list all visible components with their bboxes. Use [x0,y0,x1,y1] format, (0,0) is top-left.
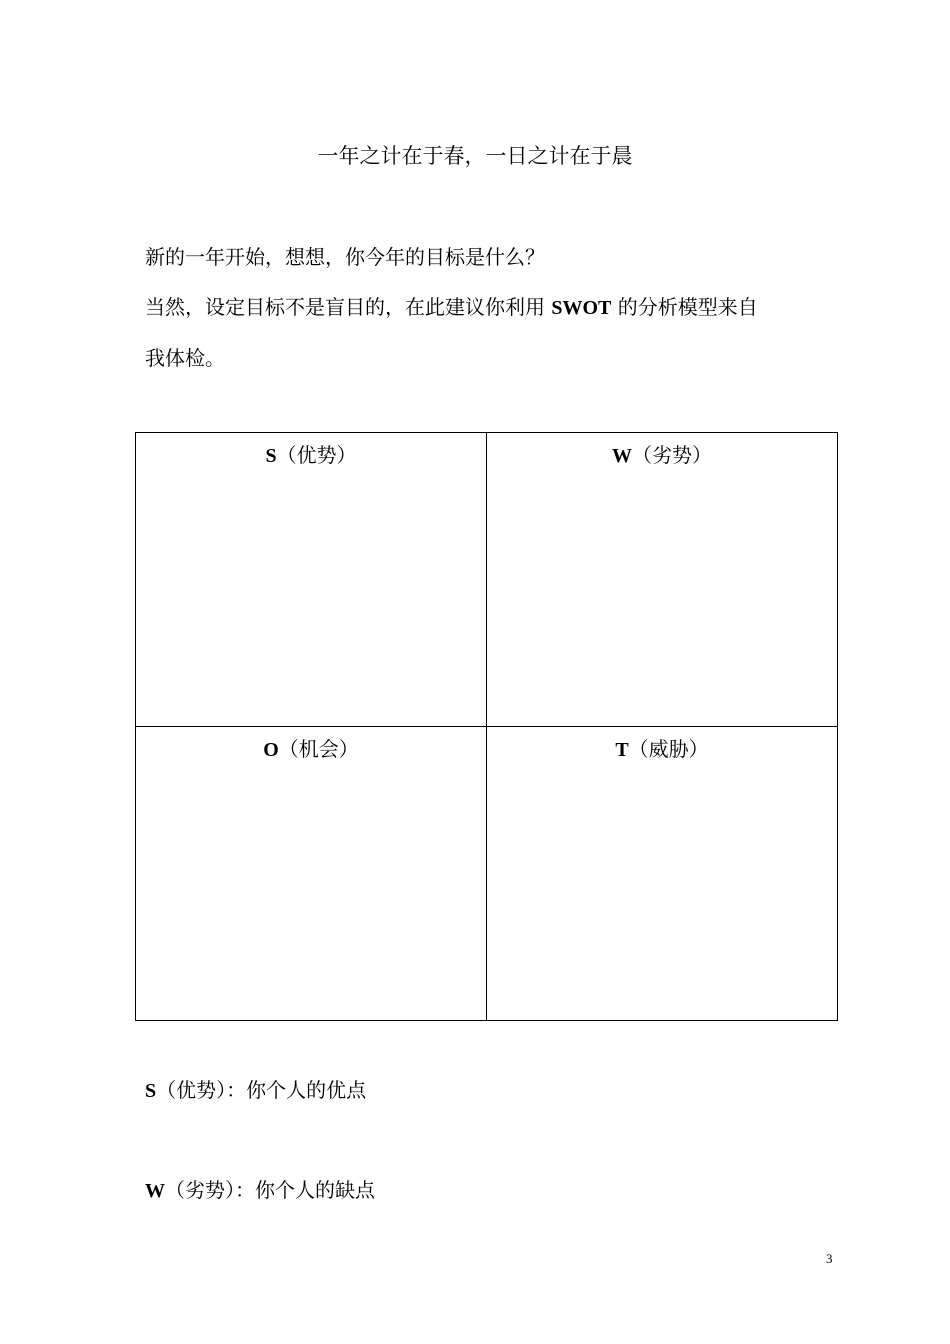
definition-strengths-text: （优势）：你个人的优点 [156,1078,367,1102]
intro-line-2 [145,282,845,333]
swot-cell-threats [487,727,838,1021]
intro-line-2-post: 的分析模型来自 [611,295,758,319]
threats-letter: T [615,739,629,761]
definition-strengths-letter: S [145,1080,157,1102]
strengths-heading [136,443,486,468]
intro-line-3: 我体检。 [145,346,225,370]
intro-paragraph [145,232,845,383]
definition-strengths [145,1075,366,1106]
weaknesses-label: （劣势） [632,443,712,467]
strengths-letter: S [265,445,277,467]
weaknesses-letter: W [612,445,632,467]
intro-line-2-pre: 当然，设定目标不是盲目的，在此建议你利用 [145,295,552,319]
weaknesses-heading [487,443,837,468]
opportunities-heading [136,737,486,762]
swot-term: SWOT [551,297,612,319]
swot-table [135,432,838,1021]
definition-weaknesses-letter: W [145,1180,165,1202]
intro-line-1: 新的一年开始，想想，你今年的目标是什么？ [145,245,545,269]
opportunities-letter: O [263,739,279,761]
swot-cell-weaknesses [487,433,838,727]
swot-cell-opportunities [136,727,487,1021]
swot-row-top [136,433,838,727]
strengths-label: （优势） [276,443,357,467]
definition-weaknesses [145,1175,375,1206]
threats-label: （威胁） [628,737,709,761]
page-number: 3 [826,1251,833,1266]
threats-heading [487,737,837,762]
swot-row-bottom [136,727,838,1021]
swot-cell-strengths [136,433,487,727]
definition-weaknesses-text: （劣势）：你个人的缺点 [165,1178,375,1202]
opportunities-label: （机会） [278,737,359,761]
page-title: 一年之计在于春，一日之计在于晨 [317,144,633,168]
